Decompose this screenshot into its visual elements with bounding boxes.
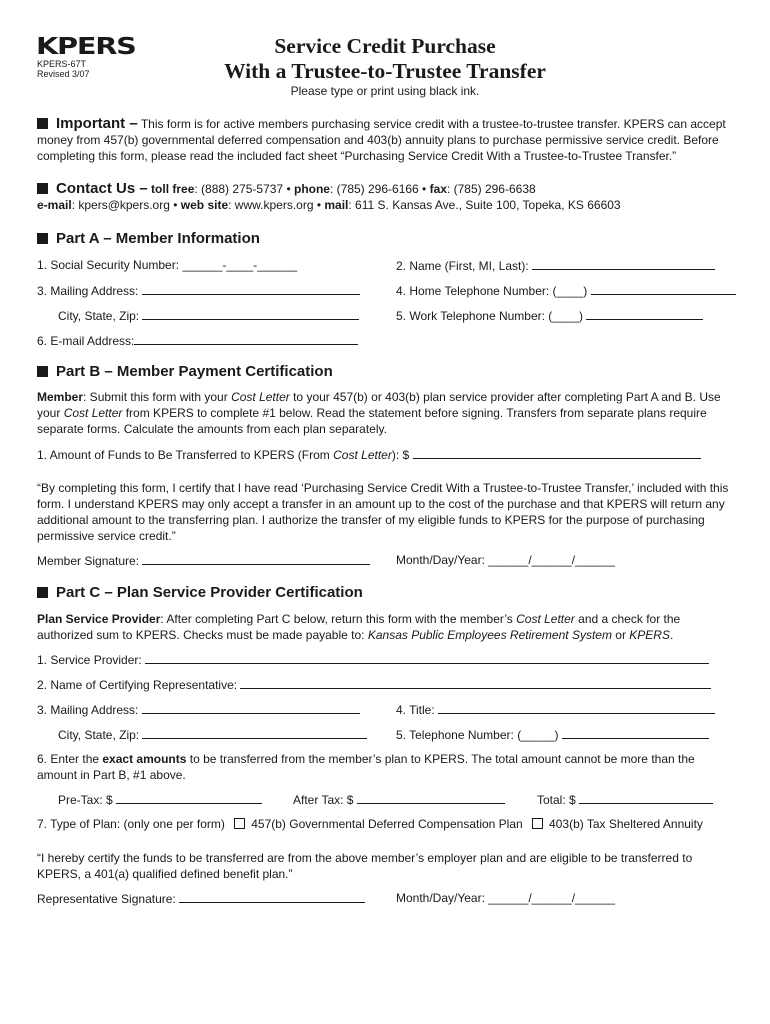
part-b-text-3: from KPERS to complete #1 below. Read the statement before signing. Transfers from separate plans require separate forms. Calculate the amounts from each plan separately.: [37, 406, 707, 436]
provider-phone-field[interactable]: [396, 727, 709, 742]
part-c-title: Part C – Plan Service Provider Certification: [56, 584, 363, 601]
city-state-zip-line[interactable]: [142, 308, 359, 320]
amounts-post-text: to be transferred from the member’s plan to KPERS. The total amount cannot be more than the amount in Part B, #1 above.: [37, 752, 695, 782]
mailing-address-line[interactable]: [142, 283, 360, 295]
name-label: 2. Name (First, MI, Last):: [396, 259, 529, 273]
phone-number: : (785) 296-6166 •: [329, 182, 430, 196]
pretax-label: Pre-Tax: $: [58, 793, 113, 807]
work-phone-label: 5. Work Telephone Number: (____): [396, 309, 583, 323]
city-state-zip-label: City, State, Zip:: [58, 309, 140, 323]
ssn-field[interactable]: [37, 258, 297, 272]
provider-city-field[interactable]: [58, 727, 367, 742]
part-c-text-1: : After completing Part C below, return this form with the member’s: [160, 612, 517, 626]
toll-free-label: toll free: [151, 182, 195, 196]
period-text: .: [669, 628, 674, 642]
option-403-checkbox[interactable]: [532, 817, 703, 831]
work-phone-field[interactable]: [396, 308, 703, 323]
home-phone-line[interactable]: [591, 283, 736, 295]
cost-letter-text: Cost Letter: [63, 406, 123, 420]
part-c-heading: [37, 584, 363, 602]
plan-type-label: 7. Type of Plan: (only one per form): [37, 817, 225, 831]
fax-number: : (785) 296-6638: [446, 182, 536, 196]
payee-text: Kansas Public Employees Retirement System: [367, 628, 612, 642]
aftertax-label: After Tax: $: [293, 793, 354, 807]
form-title: [0, 34, 770, 84]
representative-name-line[interactable]: [240, 677, 711, 689]
amount-line[interactable]: [413, 447, 701, 459]
web-label: web site: [180, 198, 229, 212]
part-b-text-1: : Submit this form with your: [83, 390, 232, 404]
bullet-square-icon: [37, 233, 48, 244]
member-label: Member: [37, 390, 84, 404]
name-field[interactable]: [396, 258, 715, 273]
provider-certification: “I hereby certify the funds to be transferred are from the above member’s employer plan and are eligible to be transferred to KPERS, a 401(a) qualified defined benefit plan.”: [37, 851, 693, 881]
important-heading: Important –: [56, 115, 138, 132]
title-line-1: Service Credit Purchase: [274, 34, 496, 58]
part-c-instructions: [37, 611, 737, 643]
cost-letter-text: Cost Letter: [333, 448, 392, 462]
provider-label: Plan Service Provider: [37, 612, 161, 626]
representative-signature-line[interactable]: [179, 891, 365, 903]
ink-instruction: Please type or print using black ink.: [290, 84, 480, 98]
home-phone-field[interactable]: [396, 283, 736, 298]
pretax-line[interactable]: [116, 792, 262, 804]
option-403-label: 403(b) Tax Sheltered Annuity: [549, 817, 703, 831]
option-457-checkbox[interactable]: [234, 817, 522, 831]
provider-city-label: City, State, Zip:: [58, 728, 140, 742]
total-label: Total: $: [537, 793, 576, 807]
checkbox-icon[interactable]: [532, 818, 543, 829]
amounts-bold-text: exact amounts: [102, 752, 187, 766]
mailing-address-label: 3. Mailing Address:: [37, 284, 139, 298]
email-line[interactable]: [134, 333, 358, 345]
fax-label: fax: [429, 182, 447, 196]
exact-amounts-instruction: [37, 751, 737, 783]
or-text: or: [611, 628, 630, 642]
representative-signature-field[interactable]: [37, 891, 365, 906]
member-signature-line[interactable]: [142, 553, 370, 565]
part-b-heading: [37, 363, 333, 381]
option-457-label: 457(b) Governmental Deferred Compensation Plan: [251, 817, 523, 831]
home-phone-label: 4. Home Telephone Number: (____): [396, 284, 588, 298]
part-b-title: Part B – Member Payment Certification: [56, 363, 333, 380]
member-signature-field[interactable]: [37, 553, 370, 568]
kpers-text: KPERS: [629, 628, 670, 642]
mail-label: mail: [324, 198, 349, 212]
representative-signature-label: Representative Signature:: [37, 892, 176, 906]
email-field-label: 6. E-mail Address:: [37, 334, 135, 348]
web-address: : www.kpers.org •: [228, 198, 325, 212]
mailing-address-field[interactable]: [37, 283, 360, 298]
name-line[interactable]: [532, 258, 715, 270]
member-certification: “By completing this form, I certify that I have read ‘Purchasing Service Credit With a Trustee-to-Trustee Transfer,’ included with this form. I understand KPERS may only accept a transfer in an amount up to the cost of the purchase and that KPERS will return any additional amount to the transferring plan. I authorize the transfer of my eligible funds to KPERS for the purpose of purchasing permissive service credit.”: [37, 481, 729, 543]
mail-address: : 611 S. Kansas Ave., Suite 100, Topeka, KS 66603: [348, 198, 621, 212]
revision-date: Revised 3/07: [37, 69, 90, 79]
representative-date-label: Month/Day/Year: ______/______/______: [396, 891, 616, 905]
amount-field[interactable]: [37, 447, 701, 462]
service-provider-label: 1. Service Provider:: [37, 653, 142, 667]
representative-name-field[interactable]: [37, 677, 711, 692]
representative-date-field[interactable]: [396, 891, 615, 905]
bullet-square-icon: [37, 366, 48, 377]
contact-section: [37, 181, 737, 213]
email-label: e-mail: [37, 198, 72, 212]
provider-title-line[interactable]: [438, 702, 715, 714]
member-signature-label: Member Signature:: [37, 554, 140, 568]
provider-title-label: 4. Title:: [396, 703, 435, 717]
pretax-field[interactable]: [58, 792, 262, 807]
provider-mailing-line[interactable]: [142, 702, 360, 714]
provider-title-field[interactable]: [396, 702, 715, 717]
important-text: This form is for active members purchasing service credit with a trustee-to-trustee transfer. KPERS can accept money from 457(b) governmental deferred compensation and 403(b) annuity plans to purchase permissive service credit. Before completing this form, please read the included fact sheet “Purchasing Service Credit With a Trustee-to-Trustee Transfer.”: [37, 117, 726, 163]
important-section: [37, 116, 737, 164]
email-address: : kpers@kpers.org •: [71, 198, 181, 212]
plan-type-field: [37, 817, 703, 831]
part-b-instructions: [37, 389, 737, 437]
aftertax-line[interactable]: [357, 792, 505, 804]
amount-suffix: ): $: [391, 448, 410, 462]
member-date-field[interactable]: [396, 553, 615, 567]
part-c-text-2: and a check for the authorized sum to KPERS. Checks must be made payable to:: [37, 612, 681, 642]
bullet-square-icon: [37, 118, 48, 129]
provider-phone-label: 5. Telephone Number: (_____): [396, 728, 559, 742]
representative-name-label: 2. Name of Certifying Representative:: [37, 678, 238, 692]
email-field[interactable]: [37, 333, 358, 348]
part-a-heading: [37, 230, 260, 248]
form-number-code: KPERS-67T: [37, 59, 87, 69]
part-a-title: Part A – Member Information: [56, 230, 260, 247]
aftertax-field[interactable]: [293, 792, 505, 807]
provider-phone-line[interactable]: [562, 727, 709, 739]
provider-city-line[interactable]: [142, 727, 367, 739]
phone-label: phone: [293, 182, 330, 196]
member-date-label: Month/Day/Year: ______/______/______: [396, 553, 616, 567]
ssn-label: 1. Social Security Number: ______-____-______: [37, 258, 298, 272]
provider-mailing-label: 3. Mailing Address:: [37, 703, 139, 717]
contact-heading: Contact Us –: [56, 180, 148, 197]
service-provider-line[interactable]: [145, 652, 709, 664]
provider-mailing-field[interactable]: [37, 702, 360, 717]
title-line-2: With a Trustee-to-Trustee Transfer: [224, 59, 546, 83]
kpers-logo: KPERS: [36, 34, 136, 60]
city-state-zip-field[interactable]: [58, 308, 359, 323]
amount-label: 1. Amount of Funds to Be Transferred to KPERS (From: [37, 448, 334, 462]
cost-letter-text: Cost Letter: [231, 390, 290, 404]
bullet-square-icon: [37, 587, 48, 598]
amounts-pre-text: 6. Enter the: [37, 752, 103, 766]
cost-letter-text: Cost Letter: [516, 612, 575, 626]
toll-free-number: : (888) 275-5737 •: [194, 182, 294, 196]
bullet-square-icon: [37, 183, 48, 194]
total-line[interactable]: [579, 792, 713, 804]
service-provider-field[interactable]: [37, 652, 709, 667]
work-phone-line[interactable]: [586, 308, 703, 320]
part-b-text-2: to your 457(b) or 403(b) plan service provider after completing Part A and B. Use your: [37, 390, 721, 420]
checkbox-icon[interactable]: [234, 818, 245, 829]
total-field[interactable]: [537, 792, 713, 807]
